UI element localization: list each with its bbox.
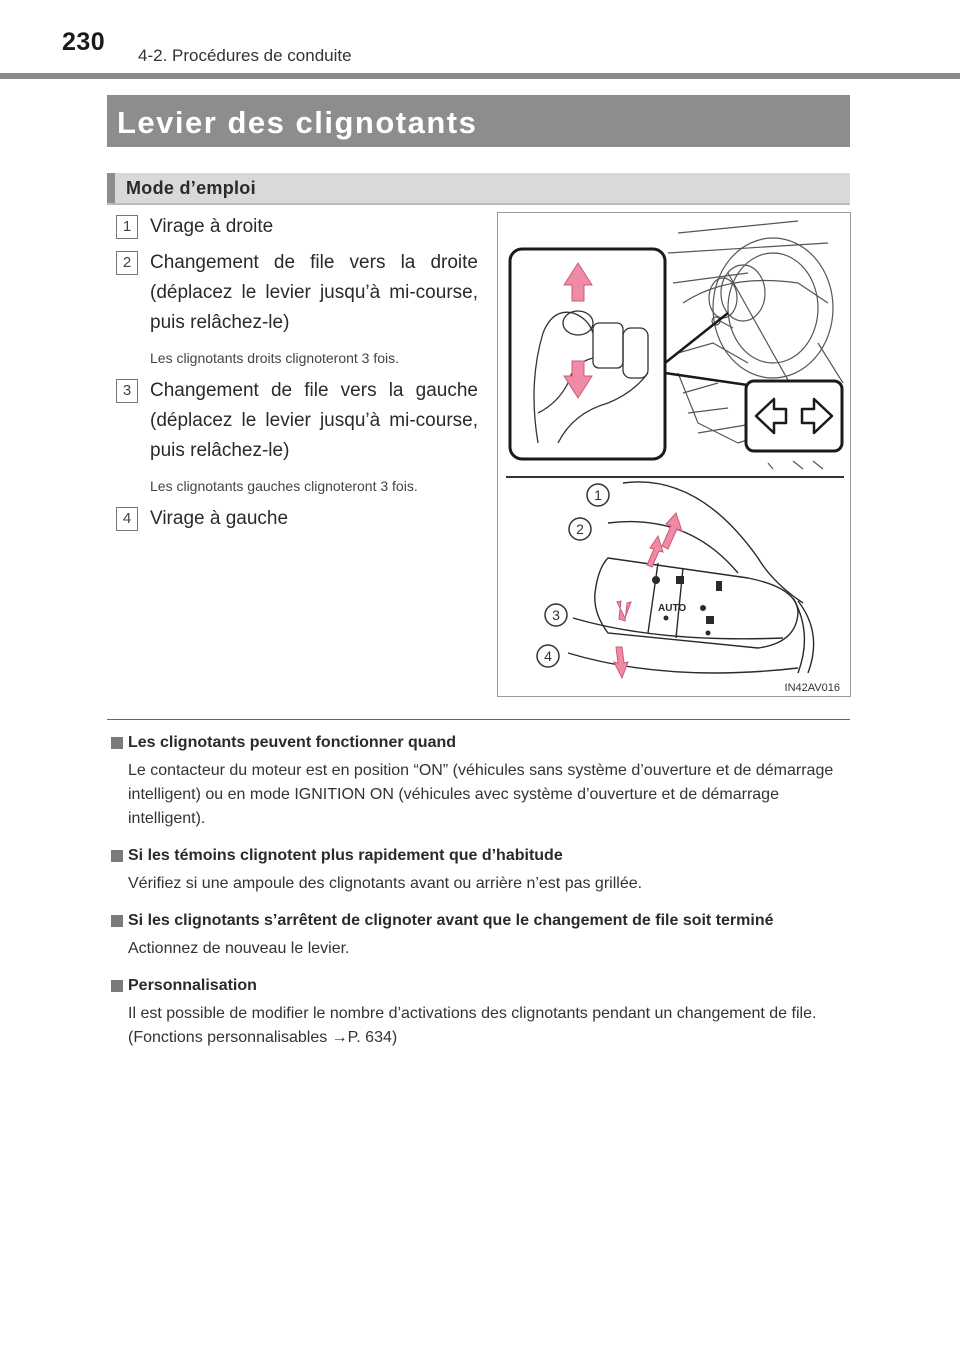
step-item — [108, 212, 478, 242]
figure-code: IN42AV016 — [784, 682, 840, 694]
note-body: Le contacteur du moteur est en position “ON” (véhicules sans système d’ouverture et de démarrage intelligent) ou en mode IGNITION ON (véhicules avec système d’ouverture et de démarrage intelligent). — [128, 762, 834, 827]
step-item — [108, 376, 478, 498]
note-item — [111, 731, 851, 831]
note-heading — [111, 974, 851, 998]
page-title: Levier des clignotants — [117, 105, 478, 140]
lever-auto-label: AUTO — [658, 603, 687, 614]
note-bullet-icon — [111, 980, 123, 992]
step-text: Changement de file vers la gauche (déplacez le levier jusqu’à mi-course, puis relâchez-le) — [150, 380, 478, 461]
note-item — [111, 844, 851, 896]
note-heading-text: Si les clignotants s’arrêtent de clignoter avant que le changement de file soit terminé — [128, 912, 774, 929]
lever-sketch — [568, 482, 814, 673]
note-bullet-icon — [111, 737, 123, 749]
note-body: Il est possible de modifier le nombre d’activations des clignotants pendant un changement de file. (Fonctions personnalisables →P. 634) — [128, 1005, 817, 1046]
subheading-bar — [107, 173, 850, 205]
step-number-badge: 3 — [116, 379, 138, 403]
step-number-badge: 4 — [116, 507, 138, 531]
note-item — [111, 909, 851, 961]
section-breadcrumb: 4-2. Procédures de conduite — [138, 46, 352, 65]
note-body: Actionnez de nouveau le levier. — [128, 940, 350, 957]
step-item — [108, 248, 478, 370]
illustration-svg — [498, 213, 852, 698]
turn-indicator-frame — [746, 381, 842, 451]
notes-rule — [107, 719, 850, 720]
note-heading-text: Personnalisation — [128, 977, 257, 994]
step-text: Changement de file vers la droite (déplacez le levier jusqu’à mi-course, puis relâchez-le) — [150, 252, 478, 333]
step-note: Les clignotants gauches clignoteront 3 fois. — [150, 478, 418, 494]
step-note: Les clignotants droits clignoteront 3 fois. — [150, 350, 400, 366]
page-number: 230 — [62, 28, 106, 56]
lever-arrows — [614, 513, 682, 678]
callout-label-1: 1 — [594, 487, 602, 503]
note-heading-text: Les clignotants peuvent fonctionner quand — [128, 734, 457, 751]
step-text: Virage à droite — [150, 216, 274, 237]
note-heading — [111, 909, 851, 933]
note-bullet-icon — [111, 915, 123, 927]
header-rule — [0, 73, 960, 79]
step-number-badge: 2 — [116, 251, 138, 275]
step-text: Virage à gauche — [150, 508, 289, 529]
title-bar — [107, 95, 850, 147]
callout-label-2: 2 — [576, 521, 584, 537]
step-number-badge: 1 — [116, 215, 138, 239]
subheading-accent — [107, 173, 115, 203]
note-heading — [111, 844, 851, 868]
inset-pointer-lines — [665, 313, 768, 388]
callout-label-4: 4 — [544, 648, 552, 664]
subheading-text: Mode d’emploi — [126, 178, 256, 198]
note-body: Vérifiez si une ampoule des clignotants avant ou arrière n’est pas grillée. — [128, 875, 643, 892]
note-item — [111, 974, 851, 1050]
note-heading-text: Si les témoins clignotent plus rapidement que d’habitude — [128, 847, 563, 864]
steps-list — [108, 212, 478, 540]
note-heading — [111, 731, 851, 755]
step-item — [108, 504, 478, 534]
notes-section — [111, 731, 851, 1063]
callout-label-3: 3 — [552, 607, 560, 623]
lever-illustration — [497, 212, 851, 697]
note-bullet-icon — [111, 850, 123, 862]
